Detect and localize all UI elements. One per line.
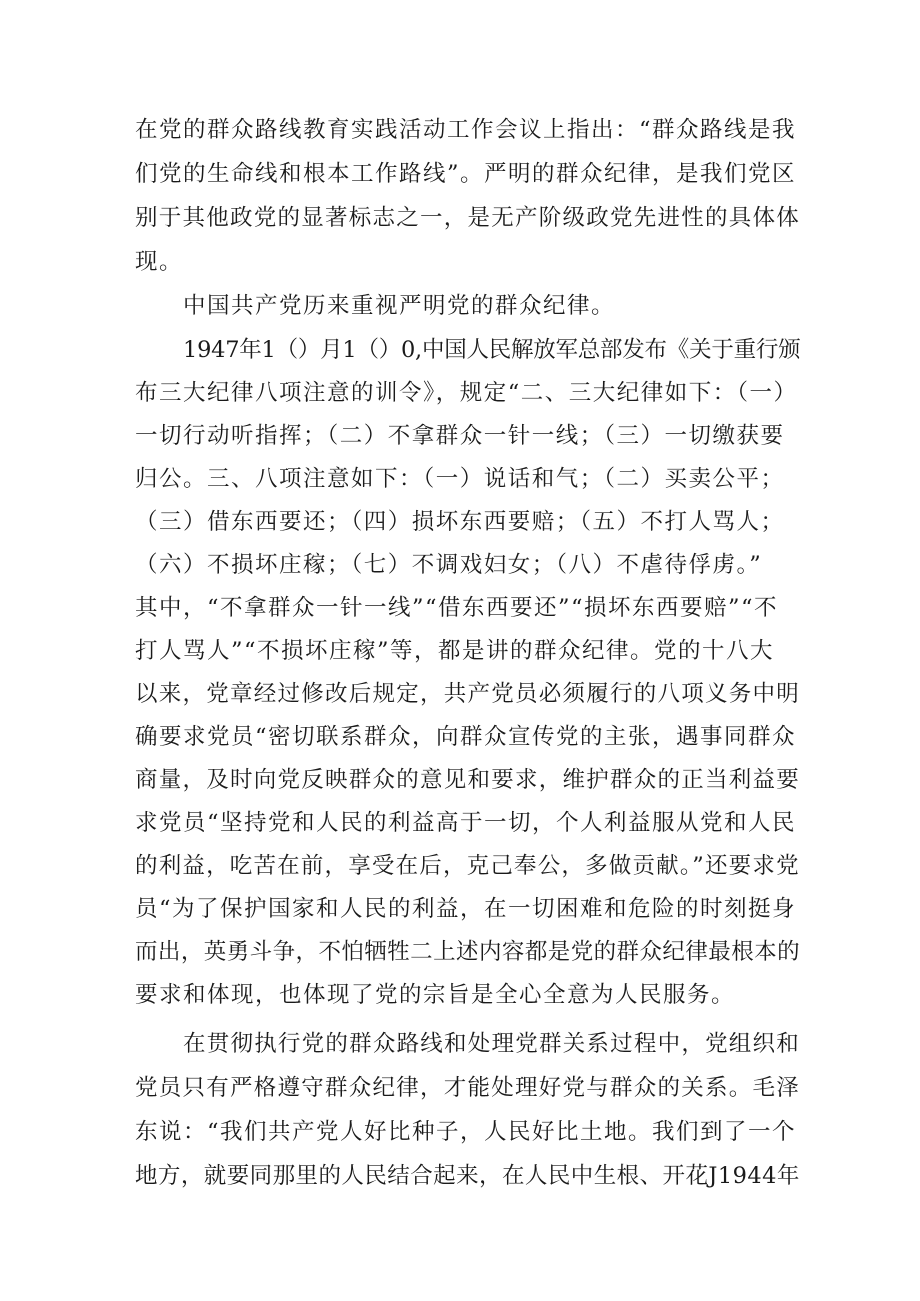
paragraph-2-line-1: 中国共产党历来重视严明党的群众纪律。: [183, 293, 616, 319]
paragraph-4-line-3: 东说：“我们共产党人好比种子，人民好比土地。我们到了一个: [135, 1119, 797, 1145]
paragraph-3-line-5: （三）借东西要还；（四）损坏东西要赔；（五）不打人骂人；: [135, 509, 785, 535]
paragraph-3-line-8: 打人骂人”“不损坏庄稼”等，都是讲的群众纪律。党的十八大: [135, 638, 775, 664]
paragraph-3-line-10: 确要求党员“密切联系群众，向群众宣传党的主张，遇事同群众: [135, 724, 797, 750]
paragraph-1-line-3: 别于其他政党的显著标志之一，是无产阶级政党先进性的具体体: [135, 205, 801, 231]
paragraph-3-line-4: 归公。三、八项注意如下：（一）说话和气；（二）买卖公平；: [135, 466, 785, 492]
paragraph-4-line-1: 在贯彻执行党的群众路线和处理党群关系过程中，党组织和: [183, 1031, 801, 1057]
paragraph-3-line-14: 员“为了保护国家和人民的利益，在一切困难和危险的时刻挺身: [135, 896, 797, 922]
paragraph-3-line-6: （六）不损坏庄稼；（七）不调戏妇女；（八）不虐待俘虏。”: [135, 552, 763, 578]
paragraph-3-line-1: 1947年1（）月1（）0,中国人民解放军总部发布《关于重行颁: [183, 337, 801, 363]
paragraph-3-line-3: 一切行动听指挥；（二）不拿群众一针一线；（三）一切缴获要: [135, 423, 785, 449]
paragraph-3-line-15: 而出，英勇斗争，不怕牺牲二上述内容都是党的群众纪律最根本的: [135, 939, 801, 965]
paragraph-1-line-4: 现。: [135, 249, 184, 275]
paragraph-3-line-7: 其中，“不拿群众一针一线”“借东西要还”“损坏东西要赔”“不: [135, 595, 779, 621]
paragraph-3-line-13: 的利益，吃苦在前，享受在后，克己奉公，多做贡献。”还要求党: [135, 853, 800, 879]
paragraph-1-line-1: 在党的群众路线教育实践活动工作会议上指出：“群众路线是我: [135, 117, 797, 143]
paragraph-4-line-4: 地方，就要同那里的人民结合起来，在人民中生根、开花J1944年: [135, 1163, 800, 1189]
paragraph-3-line-16: 要求和体现，也体现了党的宗旨是全心全意为人民服务。: [135, 982, 736, 1008]
paragraph-1-line-2: 们党的生命线和根本工作路线”。严明的群众纪律，是我们党区: [135, 161, 797, 187]
paragraph-4-line-2: 党员只有严格遵守群众纪律，才能处理好党与群众的关系。毛泽: [135, 1075, 801, 1101]
paragraph-3-line-2: 布三大纪律八项注意的训令》，规定“二、三大纪律如下：（一）: [135, 380, 798, 406]
paragraph-3-line-11: 商量，及时向党反映群众的意见和要求，维护群众的正当利益要: [135, 767, 801, 793]
paragraph-3-line-12: 求党员“坚持党和人民的利益高于一切，个人利益服从党和人民: [135, 810, 797, 836]
paragraph-3-line-9: 以来，党章经过修改后规定，共产党员必须履行的八项义务中明: [135, 681, 801, 707]
